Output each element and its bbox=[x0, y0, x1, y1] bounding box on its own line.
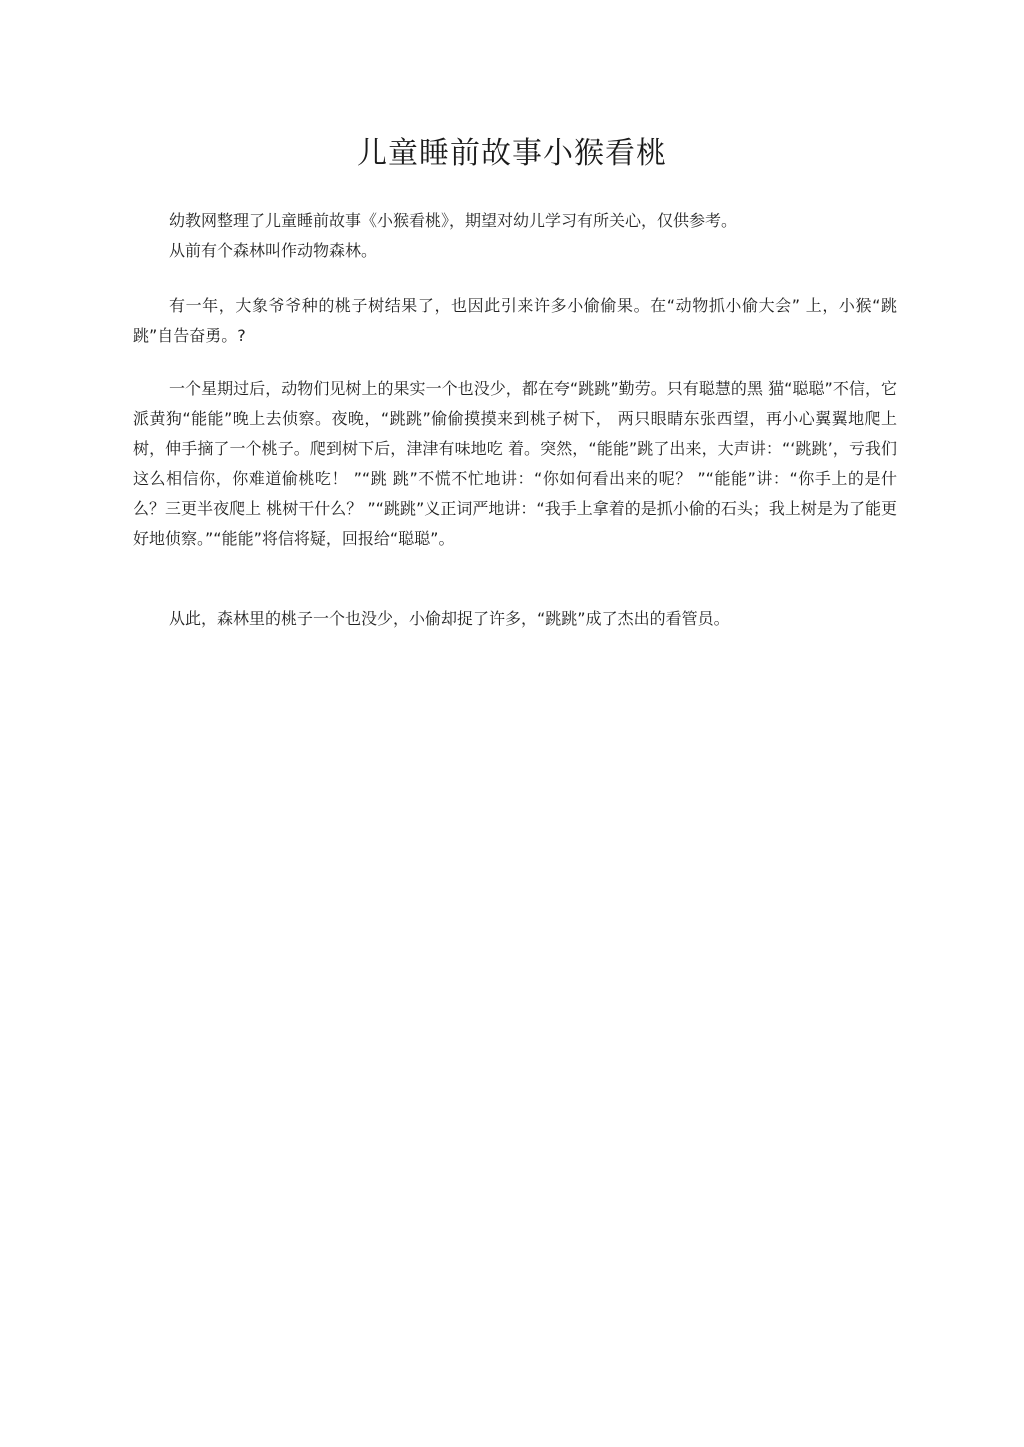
paragraph-peach-harvest: 有一年，大象爷爷种的桃子树结果了，也因此引来许多小偷偷果。在“动物抓小偷大会” 上，小猴“跳跳”自告奋勇。? bbox=[133, 296, 897, 345]
paragraph-investigation: 一个星期过后，动物们见树上的果实一个也没少，都在夸“跳跳”勤劳。只有聪慧的黑 猫“聪聪”不信，它派黄狗“能能”晚上去侦察。夜晚，“跳跳”偷偷摸摸来到桃子树下， 两只眼睛东张西望，再小心翼翼地爬上树，伸手摘了一个桃子。爬到树下后，津津有味地吃 着。突然，“能能”跳了出来，大声讲：“‘跳跳’，亏我们这么相信你，你难道偷桃吃！ ”“跳 跳”不慌不忙地讲：“你如何看出来的呢？ ”“能能”讲：“你手上的是什么？三更半夜爬上 桃树干什么？ ”“跳跳”义正词严地讲：“我手上拿着的是抓小偷的石头；我上树是为了能更 好地侦察。”“能能”将信将疑，回报给“聪聪”。 bbox=[133, 379, 897, 548]
paragraph-intro: 幼教网整理了儿童睡前故事《小猴看桃》，期望对幼儿学习有所关心，仅供参考。 bbox=[169, 211, 738, 230]
paragraph-ending: 从此，森林里的桃子一个也没少，小偷却捉了许多，“跳跳”成了杰出的看管员。 bbox=[169, 609, 730, 628]
document-title: 儿童睡前故事小猴看桃 bbox=[357, 136, 667, 171]
paragraph-opening: 从前有个森林叫作动物森林。 bbox=[169, 241, 378, 260]
